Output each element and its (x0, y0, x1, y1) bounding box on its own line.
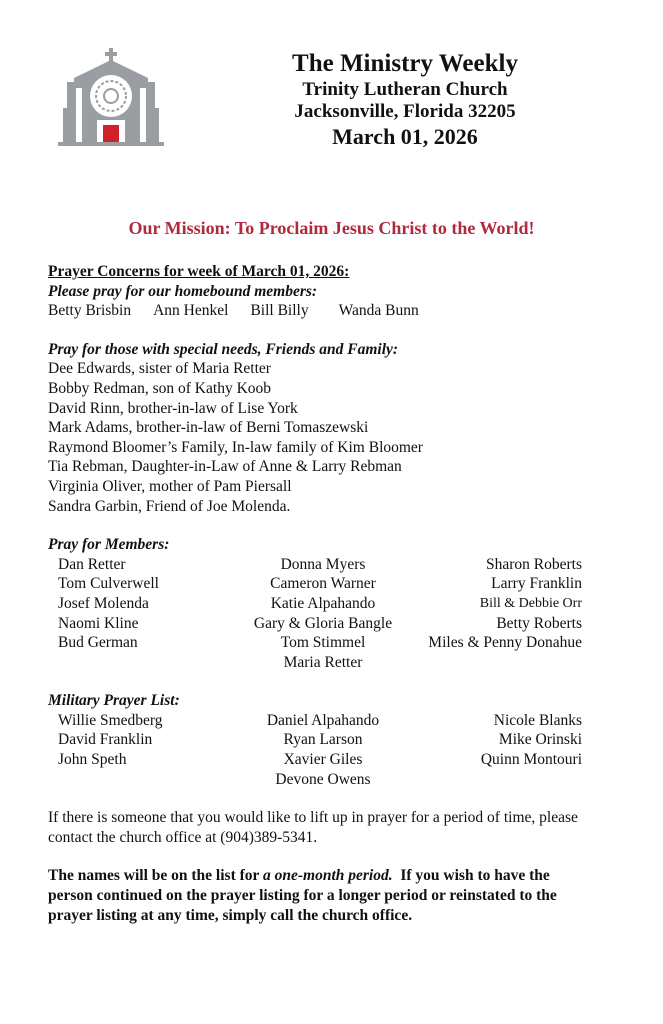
homebound-name: Ann Henkel (153, 302, 229, 320)
member-name: Katie Alpahando (270, 594, 376, 612)
member-name: Sharon Roberts (485, 555, 582, 573)
military-name: Mike Orinski (498, 731, 582, 749)
homebound-list (48, 301, 588, 321)
newsletter-title: The Ministry Weekly (292, 50, 518, 77)
military-name (48, 770, 238, 790)
prayer-content (48, 262, 588, 925)
special-needs-list (48, 359, 588, 516)
military-name: Devone Owens (275, 770, 371, 788)
member-name: Donna Myers (280, 555, 366, 573)
member-name: Tom Stimmel (280, 634, 366, 652)
military-name: Quinn Montouri (480, 751, 582, 769)
special-needs-heading: Pray for those with special needs, Friends and Family: (48, 340, 399, 358)
mission-statement: Our Mission: To Proclaim Jesus Christ to the World! (128, 218, 535, 238)
church-icon (48, 48, 178, 148)
church-name: Trinity Lutheran Church (302, 78, 508, 100)
military-heading: Military Prayer List: (48, 692, 180, 710)
issue-date: March 01, 2026 (332, 124, 478, 150)
military-name: David Franklin (58, 731, 153, 749)
contact-note: If there is someone that you would like to lift up in prayer for a period of time, please contact the church office at (904)389-5341. (48, 809, 578, 846)
listing-note (48, 866, 588, 925)
list-item: David Rinn, brother-in-law of Lise York (48, 399, 298, 417)
member-name: Miles & Penny Donahue (428, 634, 582, 652)
masthead (250, 50, 560, 150)
church-location: Jacksonville, Florida 32205 (294, 100, 516, 122)
member-name: Josef Molenda (58, 594, 149, 612)
military-name: Nicole Blanks (493, 711, 582, 729)
homebound-name: Wanda Bunn (338, 302, 419, 320)
church-logo (48, 48, 178, 148)
list-item: Dee Edwards, sister of Maria Retter (48, 360, 271, 378)
member-name (48, 653, 238, 673)
list-item: Sandra Garbin, Friend of Joe Molenda. (48, 497, 291, 515)
members-heading: Pray for Members: (48, 536, 170, 554)
military-name: Willie Smedberg (58, 711, 163, 729)
listing-note-emphasis: a one-month period. (263, 867, 393, 885)
military-list (48, 711, 588, 789)
list-item: Bobby Redman, son of Kathy Koob (48, 379, 272, 397)
member-name (408, 653, 588, 673)
member-name: Betty Roberts (496, 614, 582, 632)
listing-note-text: The names will be on the list for (48, 867, 263, 885)
member-name: Cameron Warner (270, 575, 376, 593)
member-name: Naomi Kline (58, 614, 139, 632)
member-name: Bud German (58, 634, 138, 652)
list-item: Tia Rebman, Daughter-in-Law of Anne & Larry Rebman (48, 458, 402, 476)
member-name: Maria Retter (283, 653, 363, 671)
member-name: Dan Retter (58, 555, 126, 573)
list-item: Raymond Bloomer’s Family, In-law family of Kim Bloomer (48, 438, 423, 456)
member-name: Larry Franklin (491, 575, 582, 593)
member-name: Gary & Gloria Bangle (253, 614, 393, 632)
military-name (408, 770, 588, 790)
homebound-heading: Please pray for our homebound members: (48, 282, 318, 300)
military-name: Xavier Giles (283, 751, 363, 769)
homebound-name: Betty Brisbin (48, 302, 132, 320)
list-item: Mark Adams, brother-in-law of Berni Tomaszewski (48, 419, 369, 437)
homebound-name: Bill Billy (250, 302, 309, 320)
members-list (48, 555, 588, 673)
member-name: Bill & Debbie Orr (479, 595, 582, 611)
military-name: Daniel Alpahando (266, 711, 380, 729)
military-name: John Speth (58, 751, 127, 769)
listing-note-text: If you wish to have the person continued on the prayer listing for a longer period or reinstated to the prayer listing at any time, simply call the church office. (48, 867, 561, 924)
list-item: Virginia Oliver, mother of Pam Piersall (48, 477, 292, 495)
military-name: Ryan Larson (283, 731, 363, 749)
prayer-concerns-heading: Prayer Concerns for week of March 01, 2026: (48, 263, 350, 280)
member-name: Tom Culverwell (58, 575, 159, 593)
